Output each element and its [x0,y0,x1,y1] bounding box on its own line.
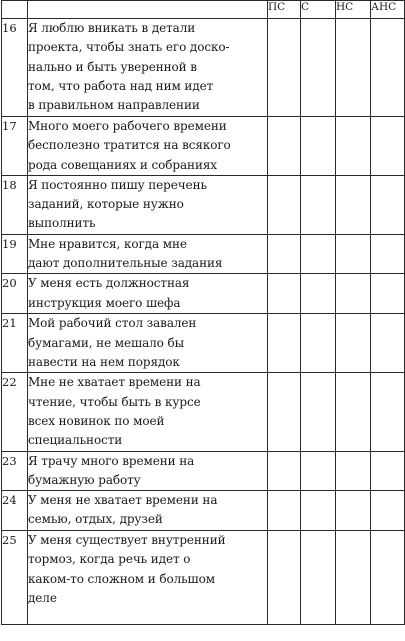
answer-cell-ns[interactable] [336,373,371,451]
statement-line: Мой рабочий стол завален [28,316,197,331]
statement-line: У меня есть должностная [28,276,190,291]
header-ps: ПС [268,1,301,19]
statement-line: Я трачу много времени на [28,453,195,468]
answer-cell-ps[interactable] [268,117,301,176]
statement-line: бумагами, не мешало бы [28,335,185,350]
header-ns: НС [336,1,371,19]
item-statement [28,274,268,314]
answer-cell-s[interactable] [301,491,336,531]
statement-line: заданий, которые нужно [28,197,184,212]
answer-cell-ps[interactable] [268,19,301,117]
item-statement [28,314,268,373]
statement-line: в правильном направлении [28,98,200,113]
statement-line: том, что работа над ним идет [28,78,214,93]
statement-line: Много моего рабочего времени [28,119,227,133]
answer-cell-ps[interactable] [268,175,301,234]
header-statement [28,1,268,19]
header-ans: АНС [371,1,405,19]
statement-line: У меня существует внутренний [28,533,226,548]
table-row [2,274,405,314]
table-row [2,314,405,373]
answer-cell-ans[interactable] [371,175,405,234]
answer-cell-ans[interactable] [371,234,405,274]
answer-cell-ns[interactable] [336,531,371,625]
answer-cell-ps[interactable] [268,234,301,274]
answer-cell-ns[interactable] [336,274,371,314]
answer-cell-ns[interactable] [336,175,371,234]
statement-line: рода совещаниях и собраниях [28,157,217,172]
item-statement [28,491,268,531]
item-number: 23 [2,451,28,491]
answer-cell-ans[interactable] [371,274,405,314]
answer-cell-ns[interactable] [336,234,371,274]
answer-cell-s[interactable] [301,531,336,625]
statement-line: семью, отдых, друзей [28,512,163,527]
answer-cell-ans[interactable] [371,117,405,176]
item-number: 17 [2,117,28,176]
answer-cell-ns[interactable] [336,19,371,117]
item-number: 24 [2,491,28,531]
item-statement [28,175,268,234]
answer-cell-s[interactable] [301,175,336,234]
statement-line: чтение, чтобы быть в курсе [28,394,201,409]
item-statement [28,19,268,117]
item-statement [28,451,268,491]
statement-line: инструкция моего шефа [28,295,181,310]
table-row [2,19,405,117]
item-number: 18 [2,175,28,234]
answer-cell-s[interactable] [301,274,336,314]
item-statement [28,117,268,176]
header-row [2,1,405,19]
item-number: 22 [2,373,28,451]
statement-line: выполнить [28,216,96,231]
answer-cell-ps[interactable] [268,531,301,625]
answer-cell-ans[interactable] [371,19,405,117]
statement-line: бумажную работу [28,472,141,487]
statement-line: Я постоянно пишу перечень [28,177,207,192]
answer-cell-ps[interactable] [268,274,301,314]
item-number: 21 [2,314,28,373]
statement-line: специальности [28,433,123,448]
table-row [2,451,405,491]
answer-cell-ans[interactable] [371,314,405,373]
table-row [2,234,405,274]
statement-line: бесполезно тратится на всякого [28,138,231,153]
answer-cell-s[interactable] [301,117,336,176]
statement-line: всех новинок по моей [28,413,165,428]
answer-cell-ns[interactable] [336,491,371,531]
statement-line: каком-то сложном и большом [28,571,215,586]
statement-line: проекта, чтобы знать его доско- [28,40,230,55]
item-statement [28,373,268,451]
answer-cell-ans[interactable] [371,491,405,531]
answer-cell-ps[interactable] [268,491,301,531]
answer-cell-ns[interactable] [336,117,371,176]
answer-cell-ps[interactable] [268,451,301,491]
item-statement [28,531,268,625]
table-row [2,373,405,451]
answer-cell-ps[interactable] [268,314,301,373]
answer-cell-s[interactable] [301,19,336,117]
item-number: 20 [2,274,28,314]
answer-cell-ans[interactable] [371,531,405,625]
statement-line: Я люблю вникать в детали [28,21,196,35]
answer-cell-s[interactable] [301,451,336,491]
answer-cell-ans[interactable] [371,373,405,451]
header-s: С [301,1,336,19]
item-statement [28,234,268,274]
item-number: 19 [2,234,28,274]
answer-cell-s[interactable] [301,373,336,451]
header-number [2,1,28,19]
answer-cell-s[interactable] [301,314,336,373]
answer-cell-ans[interactable] [371,451,405,491]
answer-cell-ns[interactable] [336,451,371,491]
answer-cell-s[interactable] [301,234,336,274]
table-row [2,117,405,176]
table-row [2,491,405,531]
statement-line: тормоз, когда речь идет о [28,552,191,567]
questionnaire-table [1,0,405,625]
statement-line: Мне не хватает времени на [28,375,201,390]
item-number: 16 [2,19,28,117]
statement-line: У меня не хватает времени на [28,493,218,508]
statement-line: нально и быть уверенной в [28,59,197,74]
statement-line: навести на нем порядок [28,354,180,369]
table-row [2,175,405,234]
statement-line: дают дополнительные задания [28,256,223,271]
answer-cell-ps[interactable] [268,373,301,451]
table-row [2,531,405,625]
answer-cell-ns[interactable] [336,314,371,373]
statement-line: деле [28,591,57,606]
statement-line: Мне нравится, когда мне [28,236,187,251]
item-number: 25 [2,531,28,625]
